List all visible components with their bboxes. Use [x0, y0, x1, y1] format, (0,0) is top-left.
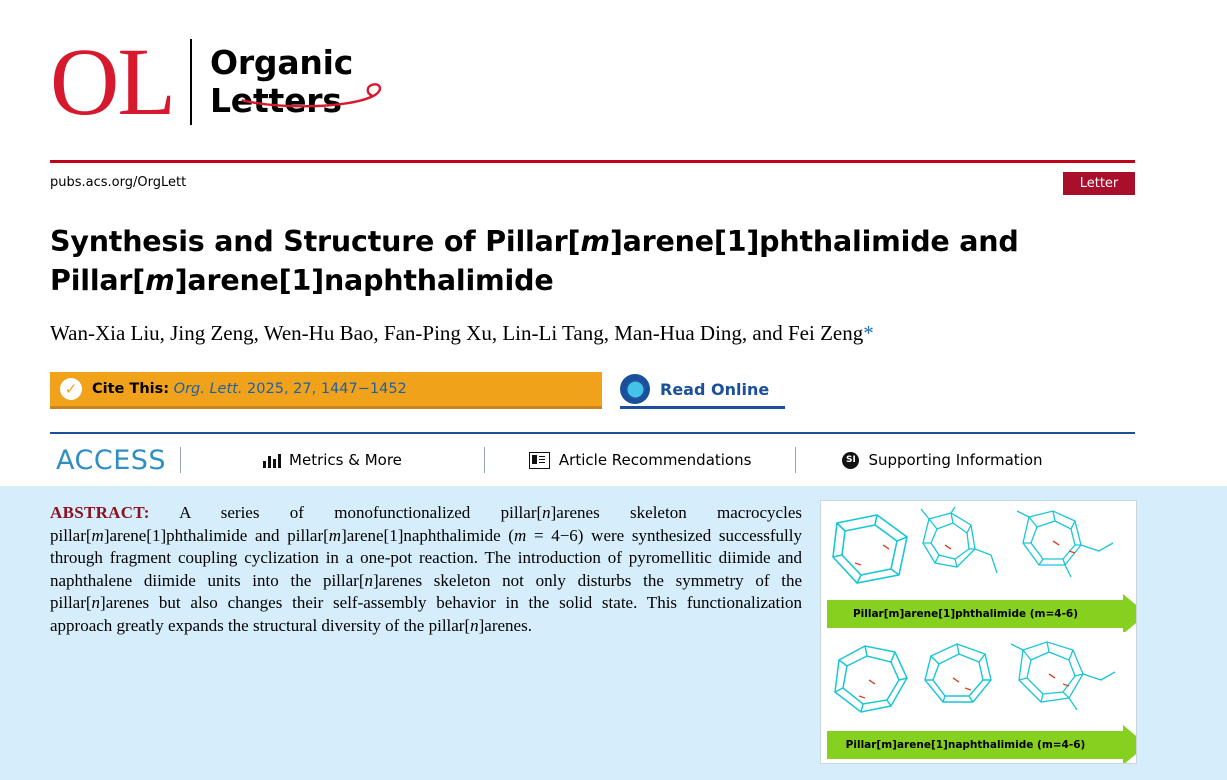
access-divider-1	[180, 447, 181, 473]
bar-chart-icon	[263, 453, 280, 468]
article-recommendations-link[interactable]	[529, 451, 752, 469]
read-online-label: Read Online	[660, 379, 770, 399]
title-line1-part2: ]arene[1]phthalimide and	[609, 225, 1019, 258]
abstract-p4: ]arene[1]naphthalimide (	[341, 525, 514, 545]
article-recommendations-label: Article Recommendations	[558, 451, 752, 469]
abstract-n1: n	[542, 503, 551, 522]
toc-graphic-bottom	[821, 632, 1136, 763]
logo-swoosh-icon	[210, 78, 424, 108]
metrics-and-more-link[interactable]	[263, 451, 402, 469]
supporting-information-link[interactable]	[842, 451, 1042, 469]
abstract-n2: n	[364, 570, 373, 590]
abstract-p7: ]arenes but also changes their self-assembly behavior in the solid state. This functionalization approach greatly expands the structural diversity of the pillar[	[50, 593, 802, 635]
journal-logo: OL	[50, 28, 174, 135]
abstract-m3: m	[513, 525, 527, 545]
cite-this-bar[interactable]	[50, 372, 602, 406]
cite-this-label: Cite This:	[92, 381, 170, 397]
abstract-p2: ]arenes skeleton macrocycles pillar[	[50, 503, 802, 545]
arrow-head-top-icon	[1123, 594, 1137, 634]
toc-arrow-top	[827, 600, 1130, 628]
abstract-p8: ]arenes.	[478, 615, 532, 635]
abstract-n4: n	[470, 615, 479, 635]
title-line1-part1: Synthesis and Structure of Pillar[	[50, 225, 581, 258]
pubs-url[interactable]: pubs.acs.org/OrgLett	[50, 175, 187, 190]
abstract-m2: m	[328, 525, 342, 545]
title-line1-italic: m	[580, 225, 610, 258]
molecule-structures-bottom-icon	[825, 636, 1130, 728]
title-line2-part2: ]arene[1]naphthalimide	[174, 264, 554, 297]
check-icon: ✓	[60, 378, 82, 400]
access-divider-3	[795, 447, 796, 473]
access-label[interactable]: ACCESS	[56, 444, 167, 476]
abstract-p6: ]arenes skeleton not only disturbs the symmetry of the pillar[	[50, 570, 802, 613]
toc-graphic	[820, 500, 1137, 764]
cite-bar-underline	[50, 406, 602, 409]
title-line2-italic: m	[145, 264, 175, 297]
author-names: Wan-Xia Liu, Jing Zeng, Wen-Hu Bao, Fan-Ping Xu, Lin-Li Tang, Man-Hua Ding, and Fei Zeng	[50, 321, 864, 345]
abstract-m1: m	[91, 525, 104, 545]
citation-rest: 2025, 27, 1447−1452	[247, 381, 407, 397]
article-type-badge: Letter	[1063, 172, 1135, 195]
header-rule	[50, 160, 1135, 163]
toc-arrow-bottom	[827, 731, 1130, 759]
citation-journal: Org. Lett.	[173, 381, 243, 397]
si-icon: SI	[842, 452, 859, 469]
globe-icon	[620, 374, 650, 404]
abstract-text	[50, 502, 802, 638]
cite-this-text	[92, 381, 407, 397]
access-divider-2	[484, 447, 485, 473]
toc-graphic-top	[821, 501, 1136, 632]
logo-divider	[190, 39, 192, 125]
read-online-button[interactable]	[620, 372, 785, 406]
journal-name-line1: Organic	[209, 43, 354, 82]
citation-reference[interactable]	[174, 381, 407, 397]
toc-caption-bottom: Pillar[m]arene[1]naphthalimide (m=4-6)	[845, 739, 1086, 751]
journal-name-line2: Letters	[209, 81, 342, 120]
toc-caption-top: Pillar[m]arene[1]phthalimide (m=4-6)	[852, 608, 1079, 620]
read-online-underline	[620, 406, 785, 409]
article-icon	[529, 452, 550, 469]
abstract-label: ABSTRACT:	[50, 503, 150, 522]
molecule-structures-top-icon	[825, 505, 1130, 597]
abstract-n3: n	[91, 593, 101, 613]
journal-name	[210, 44, 353, 120]
title-line2-part1: Pillar[	[50, 264, 146, 297]
metrics-and-more-label: Metrics & More	[289, 451, 402, 469]
journal-masthead	[50, 22, 353, 142]
abstract-p3: ]arene[1]phthalimide and pillar[	[103, 525, 329, 545]
abstract-p1: A series of monofunctionalized pillar[	[149, 503, 543, 522]
abstract-p5: = 4−6) were synthesized successfully through fragment coupling cyclization in a one-pot reaction. The introduction of pyromellitic diimide and naphthalene diimide units into the pillar[	[50, 525, 802, 590]
access-bar	[50, 432, 1135, 488]
corresponding-author-mark: *	[863, 321, 874, 345]
arrow-head-bottom-icon	[1123, 725, 1137, 764]
author-list	[50, 320, 1140, 346]
supporting-information-label: Supporting Information	[868, 451, 1043, 469]
page-title	[50, 222, 1060, 300]
